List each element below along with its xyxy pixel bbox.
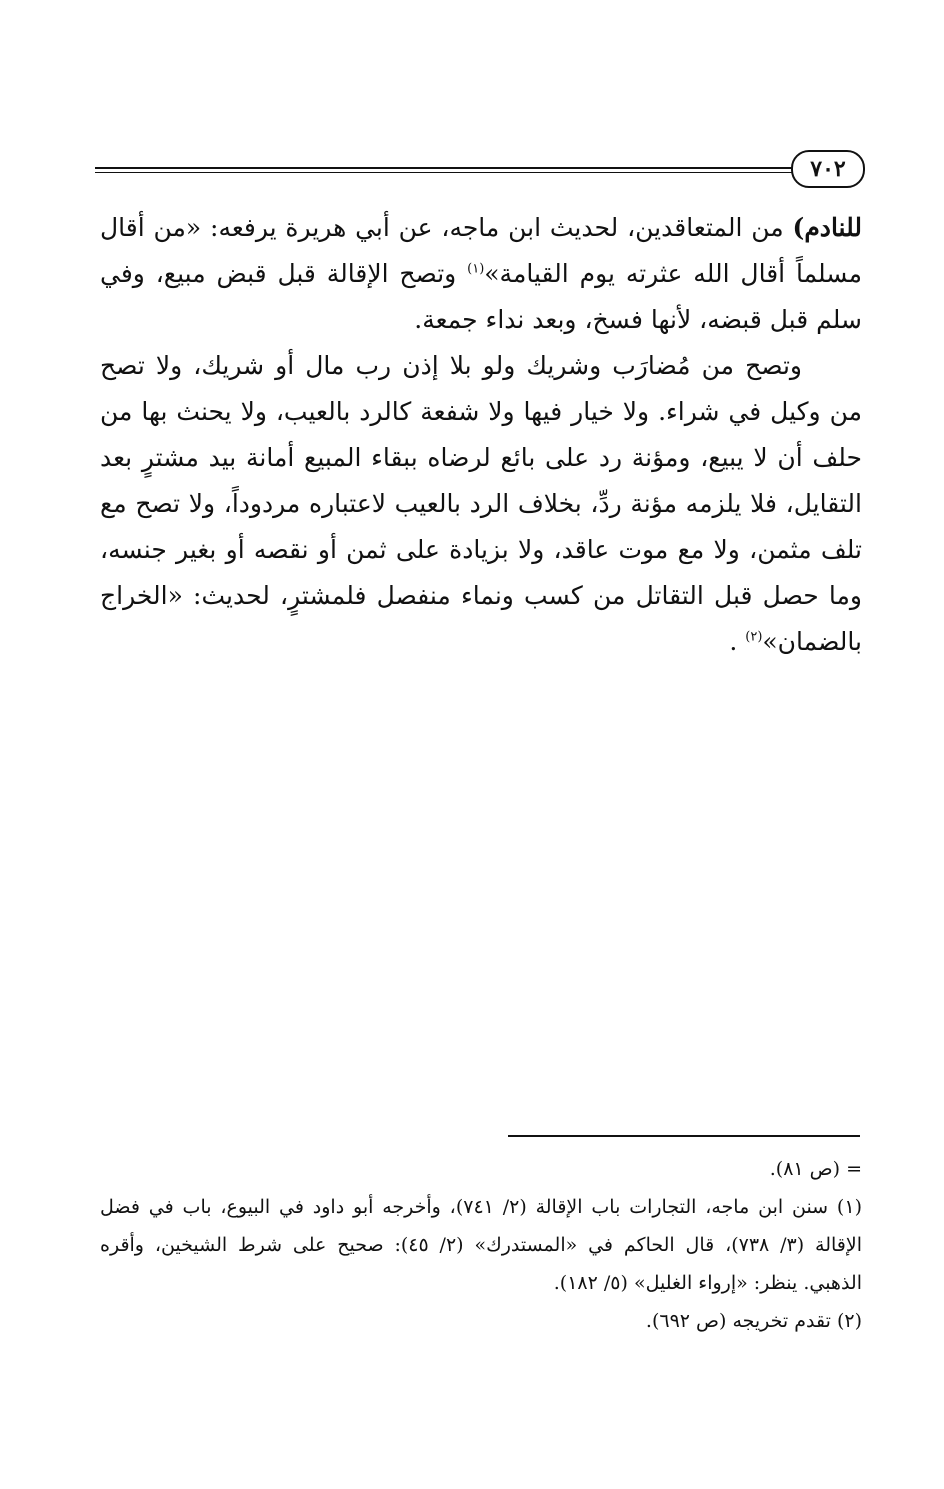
paragraph-1-tail: وتصح الإقالة قبل قبض مبيع، وفي سلم قبل قبضه، لأنها فسخ، وبعد نداء جمعة. xyxy=(100,259,862,334)
footnotes xyxy=(100,1150,862,1340)
footnote-2: (٢) تقدم تخريجه (ص ٦٩٢). xyxy=(645,1310,862,1332)
page-header xyxy=(95,150,865,190)
page-number: ٧٠٢ xyxy=(791,150,865,188)
footnote-ref-1: (١) xyxy=(467,261,485,277)
footnote-separator xyxy=(508,1135,860,1137)
paragraph-2-text: وتصح من مُضارَب وشريك ولو بلا إذن رب مال أو شريك، ولا تصح من وكيل في شراء. ولا خيار فيها ولا شفعة كالرد بالعيب، ولا يحنث بها من حلف أن لا يبيع، ومؤنة رد على بائع لرضاه ببقاء المبيع أمانة بيد مشترٍ بعد التقايل، فلا يلزمه مؤنة ردِّ، بخلاف الرد بالعيب لاعتباره مردوداً، ولا تصح مع تلف مثمن، ولا مع موت عاقد، ولا بزيادة على ثمن أو نقصه أو بغير جنسه، وما حصل قبل التقاتل من كسب ونماء منفصل فلمشترٍ، لحديث: «الخراج بالضمان» xyxy=(100,351,862,656)
paragraph-1 xyxy=(100,205,862,343)
footnote-ref-2: (٢) xyxy=(745,629,763,645)
footnote-continuation: = (ص ٨١). xyxy=(769,1158,862,1180)
paragraph-2 xyxy=(100,343,862,665)
main-text xyxy=(100,205,862,665)
paragraph-2-tail: . xyxy=(729,627,746,656)
paragraph-1-lead: للنادم) xyxy=(792,213,862,242)
paragraph-1-text: من المتعاقدين، لحديث ابن ماجه، عن أبي هريرة يرفعه: «من أقال مسلماً أقال الله عثرته يوم القيامة» xyxy=(100,213,862,288)
header-rule xyxy=(95,167,793,173)
footnote-1: (١) سنن ابن ماجه، التجارات باب الإقالة (٢/ ٧٤١)، وأخرجه أبو داود في البيوع، باب في فضل الإقالة (٣/ ٧٣٨)، قال الحاكم في «المستدرك» (٢/ ٤٥): صحيح على شرط الشيخين، وأقره الذهبي. ينظر: «إرواء الغليل» (٥/ ١٨٢). xyxy=(100,1196,862,1294)
